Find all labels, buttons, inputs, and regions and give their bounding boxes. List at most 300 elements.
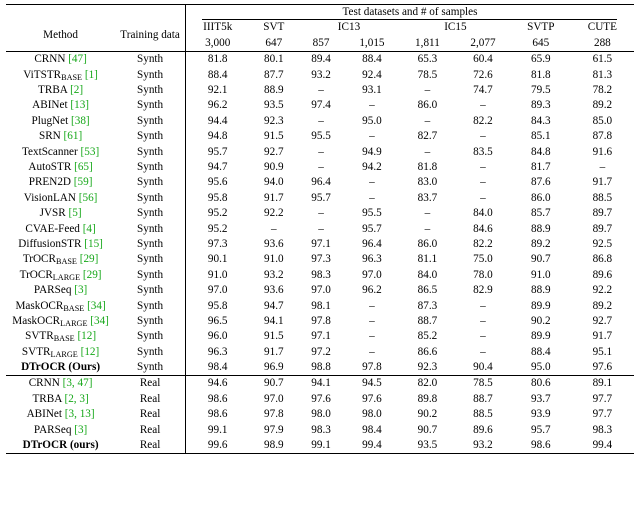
row-score-cell: 94.0 — [264, 176, 284, 189]
row-score-cell: 93.2 — [455, 438, 511, 454]
row-score-cell: – — [318, 161, 324, 173]
method-variant-subscript: BASE — [61, 72, 83, 82]
row-score-cell: 82.7 — [417, 130, 438, 143]
row-score-cell: 65.9 — [511, 52, 571, 68]
row-method-name — [6, 98, 115, 113]
method-label: SVTR — [21, 345, 51, 358]
row-score-cell: 92.4 — [362, 68, 382, 81]
method-label: SRN — [38, 130, 61, 143]
row-method-name — [6, 83, 115, 98]
row-score-cell: 94.5 — [344, 376, 400, 392]
citation-link[interactable]: [1] — [82, 68, 98, 81]
row-score-cell: 98.6 — [511, 438, 571, 454]
row-training-data: Synth — [137, 361, 164, 374]
row-score-cell: 95.7 — [531, 423, 551, 436]
row-score-cell: 97.6 — [311, 392, 331, 405]
row-training-data: Real — [115, 438, 185, 454]
row-score-cell: – — [369, 330, 375, 343]
row-score-cell: 88.4 — [344, 52, 400, 68]
row-score-cell: 89.2 — [592, 99, 613, 112]
row-score-cell: 98.3 — [311, 423, 331, 436]
row-score-cell: 97.6 — [362, 392, 382, 405]
citation-link[interactable]: [29] — [76, 253, 99, 266]
row-score-cell: 86.0 — [531, 191, 551, 204]
method-variant-subscript: BASE — [63, 303, 85, 313]
row-method-name — [6, 237, 115, 252]
row-score-cell: 74.7 — [473, 84, 493, 97]
header-spacer-method — [6, 5, 115, 21]
row-score-cell: 96.0 — [185, 329, 249, 344]
row-score-cell: 91.6 — [592, 145, 613, 158]
row-score-cell: 95.0 — [531, 361, 551, 374]
row-score-cell: 96.2 — [362, 284, 382, 297]
method-variant-subscript: BASE — [53, 334, 75, 344]
row-score-cell: 95.2 — [185, 221, 249, 236]
row-score-cell: 91.5 — [264, 130, 284, 143]
row-score-cell: 92.5 — [592, 237, 613, 250]
row-score-cell: – — [424, 114, 431, 127]
citation-link[interactable]: [65] — [71, 161, 93, 173]
row-score-cell: 96.9 — [264, 361, 284, 374]
row-score-cell: 92.2 — [592, 284, 613, 297]
row-score-cell: 90.1 — [185, 252, 249, 267]
method-variant-subscript: BASE — [55, 257, 77, 267]
row-method-name — [6, 191, 115, 206]
row-score-cell: 88.4 — [531, 345, 551, 358]
row-method-name — [6, 145, 115, 160]
method-label: CVAE-Feed — [25, 222, 80, 235]
row-method-name — [6, 252, 115, 267]
table-row — [6, 376, 634, 392]
row-score-cell: 95.1 — [592, 345, 613, 358]
citation-link[interactable]: [5] — [65, 207, 82, 220]
row-score-cell: 99.6 — [185, 438, 249, 454]
row-training-data: Real — [139, 408, 161, 421]
row-score-cell: 93.9 — [531, 408, 551, 421]
row-score-cell: – — [369, 314, 375, 327]
row-score-cell: 89.9 — [531, 299, 551, 312]
header-method: Method — [43, 29, 78, 42]
table-row — [6, 392, 634, 407]
row-score-cell: 72.6 — [473, 68, 493, 81]
citation-link[interactable]: [2, 3] — [61, 392, 89, 405]
table-row — [6, 221, 634, 236]
row-score-cell: 96.4 — [311, 176, 331, 189]
row-method-name — [6, 52, 115, 68]
row-score-cell: 96.5 — [185, 314, 249, 329]
row-score-cell: 98.4 — [185, 360, 249, 376]
row-score-cell: 78.2 — [592, 84, 613, 97]
method-label: TextScanner — [21, 145, 78, 158]
table-row — [6, 423, 634, 438]
row-score-cell: 95.7 — [311, 191, 331, 204]
method-label: TrOCR — [19, 268, 53, 281]
method-label: SVTR — [25, 330, 54, 343]
table-row — [6, 114, 634, 129]
row-score-cell: 89.9 — [531, 330, 551, 343]
row-training-data: Synth — [137, 68, 164, 81]
row-score-cell: 90.2 — [417, 408, 438, 421]
citation-link[interactable]: [3, 47] — [59, 377, 93, 390]
row-training-data: Synth — [137, 176, 164, 189]
row-score-cell: – — [369, 299, 375, 312]
row-score-cell: 97.7 — [592, 408, 613, 421]
row-score-cell: 97.7 — [592, 392, 613, 405]
row-score-cell: 93.6 — [264, 284, 284, 297]
method-label: PARSeq — [33, 284, 72, 297]
row-score-cell: 60.4 — [455, 52, 511, 68]
method-label: DiffusionSTR — [18, 237, 82, 250]
citation-link[interactable]: [34] — [87, 314, 109, 327]
row-score-cell: – — [318, 222, 324, 235]
row-score-cell: 94.6 — [185, 376, 249, 392]
row-score-cell: 97.8 — [311, 314, 331, 327]
row-training-data: Synth — [137, 345, 164, 358]
row-method-name — [6, 314, 115, 329]
method-label: TrOCR — [22, 253, 56, 266]
header-dataset-cute: CUTE — [587, 21, 617, 34]
row-method-name — [6, 129, 115, 144]
header-spacer-training — [115, 5, 185, 21]
method-label: MaskOCR — [15, 299, 64, 312]
row-score-cell: 90.9 — [264, 161, 284, 173]
table-row — [6, 98, 634, 113]
header-dataset-svtp: SVTP — [527, 21, 555, 34]
row-score-cell: – — [318, 84, 324, 97]
table-row — [6, 145, 634, 160]
row-training-data: Synth — [137, 114, 164, 127]
row-score-cell: 90.7 — [417, 423, 438, 436]
row-method-name — [6, 114, 115, 129]
row-score-cell: 94.1 — [298, 376, 344, 392]
row-score-cell: 97.3 — [311, 253, 331, 266]
row-score-cell: 98.3 — [311, 268, 331, 281]
row-score-cell: 97.8 — [362, 361, 382, 374]
row-score-cell: 61.5 — [571, 52, 634, 68]
row-training-data: Synth — [137, 84, 164, 97]
row-score-cell: – — [369, 130, 375, 143]
row-score-cell: 97.9 — [264, 423, 284, 436]
row-score-cell: 84.8 — [531, 145, 551, 158]
row-score-cell: 86.0 — [417, 237, 438, 250]
row-score-cell: 97.1 — [311, 237, 331, 250]
row-score-cell: 88.9 — [531, 284, 551, 297]
row-score-cell: 90.7 — [249, 376, 298, 392]
header-count-ic13-1015: 1,015 — [344, 36, 400, 52]
row-score-cell: 89.8 — [417, 392, 438, 405]
citation-link[interactable]: [3] — [71, 284, 88, 297]
row-training-data: Synth — [137, 330, 164, 343]
row-score-cell: 89.6 — [592, 268, 613, 281]
citation-link[interactable]: [4] — [79, 222, 96, 235]
row-score-cell: 93.2 — [264, 268, 284, 281]
row-score-cell: 85.1 — [531, 130, 551, 143]
row-score-cell: 97.0 — [264, 392, 284, 405]
row-score-cell: 91.0 — [185, 268, 249, 283]
row-score-cell: 84.3 — [531, 114, 551, 127]
row-score-cell: 94.7 — [264, 299, 284, 312]
row-score-cell: 80.6 — [511, 376, 571, 392]
row-score-cell: – — [424, 222, 431, 235]
row-score-cell: 94.9 — [362, 145, 382, 158]
row-score-cell: 99.4 — [344, 438, 400, 454]
row-score-cell: 88.7 — [417, 314, 438, 327]
row-score-cell: 93.2 — [311, 68, 331, 81]
citation-link[interactable]: [56] — [75, 191, 98, 204]
row-score-cell: 96.4 — [362, 237, 382, 250]
method-label: CRNN — [28, 377, 60, 390]
row-score-cell: 65.3 — [400, 52, 455, 68]
method-label: ABINet — [32, 99, 68, 112]
row-training-data: Real — [139, 392, 161, 405]
citation-link[interactable]: [38] — [68, 114, 90, 127]
row-training-data: Synth — [137, 222, 164, 235]
row-score-cell: 87.3 — [417, 299, 438, 312]
method-label: AutoSTR — [28, 161, 72, 173]
header-test-datasets — [185, 5, 634, 21]
citation-link[interactable]: [2] — [67, 84, 84, 97]
row-score-cell: 75.0 — [473, 253, 493, 266]
row-training-data: Synth — [137, 99, 164, 112]
row-score-cell: 81.8 — [417, 161, 438, 173]
citation-link[interactable]: [3, 13] — [61, 408, 95, 421]
row-score-cell: 81.8 — [185, 52, 249, 68]
row-score-cell: 96.2 — [185, 98, 249, 113]
citation-link[interactable]: [13] — [67, 99, 90, 112]
row-method-name — [6, 68, 115, 83]
row-score-cell: – — [480, 330, 486, 343]
row-score-cell: 98.4 — [362, 423, 382, 436]
header-count-cute: 288 — [571, 36, 634, 52]
row-score-cell: 99.1 — [298, 438, 344, 454]
row-score-cell: 91.7 — [264, 191, 284, 204]
row-method-name — [6, 392, 115, 407]
row-score-cell: 94.2 — [362, 161, 382, 173]
row-score-cell: – — [480, 130, 486, 143]
row-score-cell: 91.7 — [592, 176, 613, 189]
row-method-name — [6, 283, 115, 298]
row-score-cell: 90.2 — [531, 314, 551, 327]
row-score-cell: 85.2 — [417, 330, 438, 343]
row-score-cell: 92.7 — [264, 145, 284, 158]
row-score-cell: – — [369, 191, 375, 204]
header-training-data: Training data — [120, 29, 180, 42]
table-header-dataset-row — [6, 20, 634, 35]
row-method-name — [6, 438, 115, 454]
row-score-cell: 83.7 — [417, 191, 438, 204]
row-score-cell: 98.3 — [592, 423, 613, 436]
row-score-cell: 93.1 — [362, 84, 382, 97]
row-score-cell: 93.5 — [400, 438, 455, 454]
row-score-cell: 98.6 — [185, 407, 249, 422]
row-score-cell: 82.2 — [473, 237, 493, 250]
citation-link[interactable]: [15] — [81, 237, 103, 250]
header-count-iiit5k: 3,000 — [185, 36, 249, 52]
row-score-cell: 92.3 — [417, 361, 438, 374]
row-method-name — [6, 221, 115, 236]
row-score-cell: 84.0 — [417, 268, 438, 281]
table-row — [6, 329, 634, 344]
citation-link[interactable]: [3] — [71, 423, 88, 436]
row-score-cell: 81.7 — [531, 161, 551, 173]
row-score-cell: 88.9 — [531, 222, 551, 235]
row-score-cell: 93.5 — [264, 99, 284, 112]
row-score-cell: 99.1 — [185, 423, 249, 438]
row-score-cell: 97.1 — [311, 330, 331, 343]
row-score-cell: 91.7 — [592, 330, 613, 343]
row-score-cell: 92.3 — [264, 114, 284, 127]
table-row — [6, 191, 634, 206]
row-score-cell: – — [599, 161, 606, 173]
citation-link[interactable]: [61] — [60, 130, 83, 143]
row-score-cell: – — [318, 145, 324, 158]
row-score-cell: – — [480, 99, 486, 112]
row-score-cell: 97.2 — [311, 345, 331, 358]
table-row — [6, 314, 634, 329]
row-training-data: Synth — [137, 130, 164, 143]
row-score-cell: 94.7 — [185, 160, 249, 175]
method-label: DTrOCR (Ours) — [21, 361, 101, 374]
row-score-cell: 95.5 — [311, 130, 331, 143]
row-training-data: Real — [139, 423, 161, 436]
row-score-cell: 89.2 — [592, 299, 613, 312]
row-score-cell: – — [369, 176, 375, 189]
row-training-data: Synth — [137, 207, 164, 220]
row-score-cell: 79.5 — [531, 84, 551, 97]
row-score-cell: – — [480, 191, 486, 204]
header-test-datasets-label: Test datasets and # of samples — [202, 6, 617, 20]
row-score-cell: 88.5 — [473, 408, 493, 421]
row-score-cell: 98.1 — [311, 299, 331, 312]
row-method-name — [6, 345, 115, 360]
row-score-cell: 83.0 — [417, 176, 438, 189]
table-head — [6, 5, 634, 52]
row-score-cell: 78.0 — [473, 268, 493, 281]
row-score-cell: 92.1 — [185, 83, 249, 98]
header-count-svt: 647 — [249, 36, 298, 52]
row-score-cell: 98.8 — [311, 361, 331, 374]
table-row — [6, 160, 634, 175]
row-method-name — [6, 329, 115, 344]
header-count-svtp: 645 — [511, 36, 571, 52]
row-score-cell: – — [480, 345, 486, 358]
table-row — [6, 252, 634, 267]
citation-link[interactable]: [34] — [84, 299, 106, 312]
row-score-cell: 84.0 — [473, 207, 493, 220]
row-training-data: Synth — [137, 314, 164, 327]
row-score-cell: 96.3 — [362, 253, 382, 266]
row-score-cell: 91.0 — [531, 268, 551, 281]
table-row — [6, 407, 634, 422]
citation-link[interactable]: [59] — [71, 176, 93, 189]
row-score-cell: – — [271, 222, 277, 235]
row-score-cell: 81.1 — [417, 253, 438, 266]
method-label: VisionLAN — [23, 191, 76, 204]
row-score-cell: 86.6 — [417, 345, 438, 358]
row-score-cell: 82.2 — [473, 114, 493, 127]
row-score-cell: 89.6 — [473, 423, 493, 436]
row-score-cell: – — [318, 207, 324, 220]
table-row — [6, 83, 634, 98]
method-label: CRNN — [34, 53, 66, 66]
row-score-cell: – — [480, 314, 486, 327]
row-score-cell: – — [369, 345, 375, 358]
method-label: TRBA — [32, 392, 62, 405]
citation-link[interactable]: [12] — [74, 330, 97, 343]
row-method-name — [6, 206, 115, 221]
row-score-cell: 88.9 — [264, 84, 284, 97]
row-score-cell: 95.0 — [362, 114, 382, 127]
citation-link[interactable]: [53] — [77, 145, 100, 158]
row-score-cell: 86.0 — [417, 99, 438, 112]
header-dataset-ic15: IC15 — [444, 21, 467, 34]
row-score-cell: 89.7 — [592, 222, 613, 235]
row-score-cell: 87.8 — [592, 130, 613, 143]
method-label: DTrOCR (ours) — [22, 439, 99, 452]
header-count-ic13-857: 857 — [298, 36, 344, 52]
method-label: TRBA — [38, 84, 68, 97]
row-score-cell: 84.6 — [473, 222, 493, 235]
row-score-cell: 94.1 — [264, 314, 284, 327]
row-training-data: Synth — [137, 237, 164, 250]
citation-link[interactable]: [47] — [65, 53, 87, 66]
row-score-cell: 97.3 — [185, 237, 249, 252]
row-score-cell: 95.7 — [362, 222, 382, 235]
row-score-cell: 88.5 — [592, 191, 613, 204]
row-score-cell: 88.7 — [473, 392, 493, 405]
row-score-cell: 86.5 — [417, 284, 438, 297]
table-row — [6, 129, 634, 144]
table-row — [6, 237, 634, 252]
table-row — [6, 52, 634, 68]
row-score-cell: 78.5 — [455, 376, 511, 392]
row-score-cell: 92.7 — [592, 314, 613, 327]
row-method-name — [6, 175, 115, 190]
row-score-cell: 95.7 — [185, 145, 249, 160]
citation-link[interactable]: [12] — [77, 345, 100, 358]
row-method-name — [6, 268, 115, 283]
table-row — [6, 345, 634, 360]
table-body — [6, 52, 634, 454]
header-dataset-iiit5k: IIIT5k — [185, 20, 249, 35]
row-score-cell: 80.1 — [249, 52, 298, 68]
row-score-cell: 81.3 — [592, 68, 613, 81]
row-score-cell: 95.8 — [185, 191, 249, 206]
table-row — [6, 298, 634, 313]
row-score-cell: 98.9 — [249, 438, 298, 454]
row-score-cell: 81.8 — [531, 68, 551, 81]
row-score-cell: 89.4 — [298, 52, 344, 68]
row-training-data: Real — [115, 376, 185, 392]
results-table — [6, 4, 634, 454]
header-count-ic15-1811: 1,811 — [400, 36, 455, 52]
citation-link[interactable]: [29] — [80, 268, 102, 281]
row-score-cell: 98.6 — [185, 392, 249, 407]
row-training-data: Synth — [137, 284, 164, 297]
row-score-cell: 97.6 — [592, 361, 613, 374]
row-score-cell: 91.0 — [264, 253, 284, 266]
row-training-data: Synth — [115, 52, 185, 68]
table-row — [6, 68, 634, 83]
row-score-cell: 90.7 — [531, 253, 551, 266]
row-score-cell: – — [424, 84, 431, 97]
table-row — [6, 175, 634, 190]
method-label: ABINet — [26, 408, 62, 421]
header-dataset-ic13: IC13 — [337, 21, 361, 34]
row-training-data: Synth — [137, 253, 164, 266]
row-score-cell: 87.7 — [264, 68, 284, 81]
row-score-cell: 97.4 — [311, 99, 331, 112]
